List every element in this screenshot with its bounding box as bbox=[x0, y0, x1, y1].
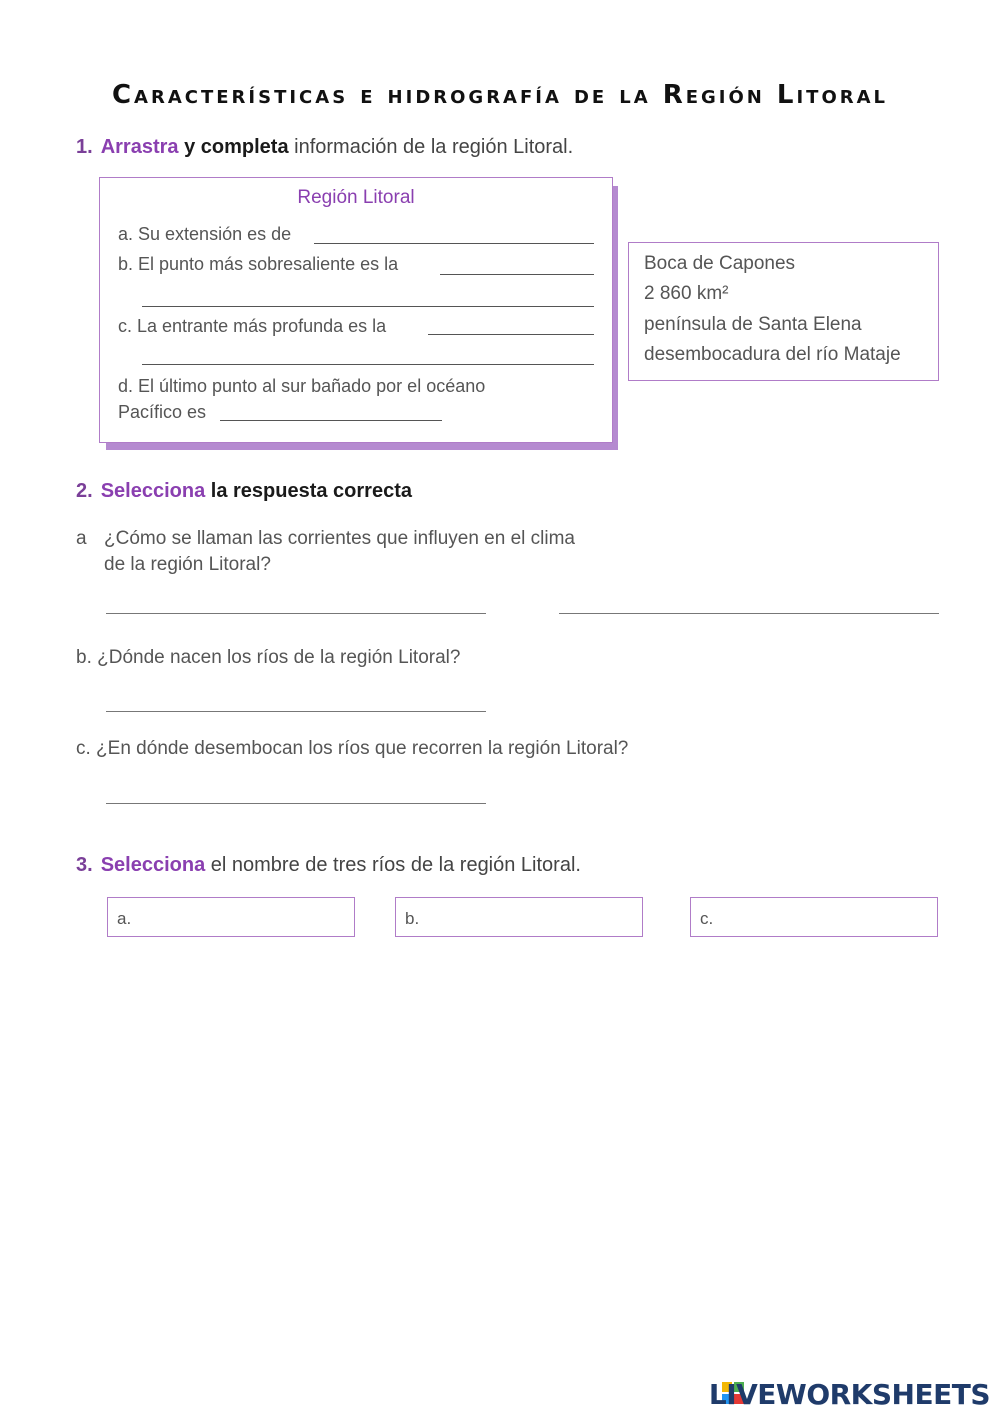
river-box-c-label: c. bbox=[700, 909, 714, 928]
question-a-line1: ¿Cómo se llaman las corrientes que influyen en el clima bbox=[104, 528, 575, 549]
section-3-heading bbox=[76, 854, 581, 877]
section-1-verb-drag: Arrastra bbox=[100, 136, 179, 158]
word-bank bbox=[628, 242, 939, 381]
section-1-instruction: información de la región Litoral. bbox=[294, 136, 574, 158]
item-d-drop-blank[interactable] bbox=[220, 420, 442, 421]
section-3-instruction: el nombre de tres ríos de la región Litoral. bbox=[210, 854, 581, 876]
section-3-number: 3. bbox=[76, 854, 93, 876]
section-2-number: 2. bbox=[76, 480, 93, 502]
section-2-heading bbox=[76, 480, 412, 503]
page-title: Características e hidrografía de la Región Litoral bbox=[111, 80, 889, 110]
option-extension[interactable]: 2 860 km² bbox=[644, 283, 729, 304]
section-1-verb-complete: y completa bbox=[184, 136, 289, 158]
question-b: b. ¿Dónde nacen los ríos de la región Litoral? bbox=[76, 647, 461, 668]
section-3-verb: Selecciona bbox=[100, 854, 206, 876]
item-b-drop-blank[interactable] bbox=[440, 274, 594, 275]
answer-c-select[interactable] bbox=[106, 803, 486, 804]
region-card bbox=[99, 177, 613, 443]
item-a-label: a. Su extensión es de bbox=[118, 224, 292, 244]
item-d-label-line1: d. El último punto al sur bañado por el océano bbox=[118, 376, 486, 396]
river-box-b-label: b. bbox=[405, 909, 420, 928]
question-a-letter: a bbox=[76, 528, 87, 549]
item-a-drop-blank[interactable] bbox=[314, 243, 594, 244]
card-title: Región Litoral bbox=[297, 187, 415, 208]
item-b-drop-blank-2[interactable] bbox=[142, 306, 594, 307]
section-1-heading bbox=[76, 136, 573, 159]
river-box-a-label: a. bbox=[117, 909, 132, 928]
answer-a-select-1[interactable] bbox=[106, 613, 486, 614]
section-2-verb: Selecciona bbox=[100, 480, 206, 502]
item-c-drop-blank[interactable] bbox=[428, 334, 594, 335]
option-desembocadura[interactable]: desembocadura del río Mataje bbox=[644, 344, 901, 365]
river-box-a[interactable] bbox=[107, 897, 355, 937]
section-1-number: 1. bbox=[76, 136, 93, 158]
item-c-drop-blank-2[interactable] bbox=[142, 364, 594, 365]
river-box-b[interactable] bbox=[395, 897, 643, 937]
option-boca-de-capones[interactable]: Boca de Capones bbox=[644, 253, 796, 274]
item-c-label: c. La entrante más profunda es la bbox=[118, 316, 387, 336]
footer-brand: LIVEWORKSHEETS bbox=[708, 1378, 990, 1411]
question-a-line2: de la región Litoral? bbox=[104, 554, 271, 575]
answer-a-select-2[interactable] bbox=[559, 613, 939, 614]
question-c: c. ¿En dónde desembocan los ríos que recorren la región Litoral? bbox=[76, 738, 629, 759]
option-peninsula[interactable]: península de Santa Elena bbox=[644, 314, 862, 335]
item-d-label-line2: Pacífico es bbox=[118, 402, 207, 422]
section-2-instruction: la respuesta correcta bbox=[210, 480, 412, 502]
item-b-label: b. El punto más sobresaliente es la bbox=[118, 254, 399, 274]
answer-b-select[interactable] bbox=[106, 711, 486, 712]
river-box-c[interactable] bbox=[690, 897, 938, 937]
